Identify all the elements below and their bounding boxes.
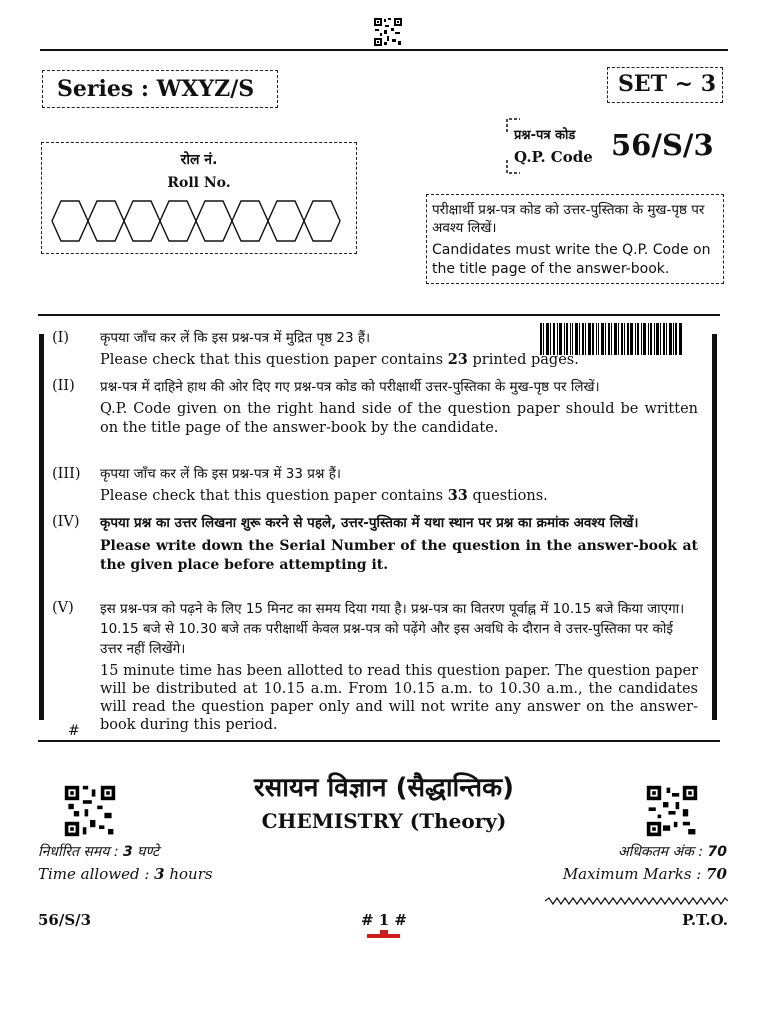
instruction-number: (IV) xyxy=(52,514,80,530)
instruction-hindi: इस प्रश्न-पत्र को पढ़ने के लिए 15 मिनट का समय दिया गया है। प्रश्न-पत्र का वितरण पूर्वाह्न में 10.15 बजे किया जाएगा। 10.15 बजे से 10.30 बजे तक परीक्षार्थी केवल प्रश्न-पत्र को पढ़ेंगे और इस अवधि के दौरान वे उत्तर-पुस्तिका पर कोई उत्तर नहीं लिखेंगे। xyxy=(100,601,685,657)
instruction-5 xyxy=(52,599,698,734)
instruction-number: (V) xyxy=(52,600,74,616)
series-label: Series : WXYZ/S xyxy=(57,76,255,102)
qp-code-value: 56/S/3 xyxy=(611,128,714,162)
instruction-hindi: कृपया जाँच कर लें कि इस प्रश्न-पत्र में मुद्रित पृष्ठ 23 हैं। xyxy=(100,330,371,346)
subject-title-english: CHEMISTRY (Theory) xyxy=(261,809,507,833)
qp-code-label: Q.P. Code xyxy=(514,148,593,166)
instruction-english: Please write down the Serial Number of the question in the answer-book at the given place before attempting it. xyxy=(100,538,698,573)
instruction-hindi: प्रश्न-पत्र में दाहिने हाथ की ओर दिए गए प्रश्न-पत्र कोड को परीक्षार्थी उत्तर-पुस्तिका के मुख-पृष्ठ पर लिखें। xyxy=(100,379,600,395)
candidate-note-english: Candidates must write the Q.P. Code on the title page of the answer-book. xyxy=(432,242,711,277)
instruction-hindi: कृपया प्रश्न का उत्तर लिखना शुरू करने से पहले, उत्तर-पुस्तिका में यथा स्थान पर प्रश्न का क्रमांक अवश्य लिखें। xyxy=(100,515,639,531)
instruction-english: Please check that this question paper contains 23 printed pages. xyxy=(100,350,579,368)
top-rule xyxy=(40,49,728,51)
instruction-hindi: कृपया जाँच कर लें कि इस प्रश्न-पत्र में 33 प्रश्न हैं। xyxy=(100,466,342,482)
candidate-note-hindi: परीक्षार्थी प्रश्न-पत्र कोड को उत्तर-पुस्तिका के मुख-पृष्ठ पर अवश्य लिखें। xyxy=(432,202,705,236)
footer-page-number: # 1 # xyxy=(360,911,408,929)
instruction-number: (I) xyxy=(52,330,70,346)
instruction-english: Q.P. Code given on the right hand side of the question paper should be written on the title page of the answer-book by the candidate. xyxy=(100,401,698,436)
instruction-3 xyxy=(52,465,698,505)
right-margin-bar xyxy=(712,334,717,720)
candidate-note-box xyxy=(426,194,724,284)
instruction-number: (II) xyxy=(52,378,75,394)
rule-above-instructions xyxy=(38,314,720,316)
hash-mark: # xyxy=(68,723,80,739)
footer-paper-code: 56/S/3 xyxy=(38,911,92,929)
roll-number-box xyxy=(41,142,357,254)
set-label: SET ~ 3 xyxy=(618,71,717,97)
maximum-marks: Maximum Marks : 70 xyxy=(562,865,727,883)
rule-below-instructions xyxy=(38,740,720,742)
instruction-2 xyxy=(52,377,698,437)
footer-pto: P.T.O. xyxy=(682,911,728,929)
roll-no-hindi: रोल नं. xyxy=(180,152,218,168)
qp-code-label-hindi: प्रश्न-पत्र कोड xyxy=(514,128,576,143)
roll-number-hexagon-cells[interactable] xyxy=(50,198,350,244)
instruction-number: (III) xyxy=(52,466,81,482)
series-box xyxy=(42,70,278,108)
qr-code-top xyxy=(373,17,403,47)
time-allowed-hindi: निर्धारित समय : 3 घण्टे xyxy=(38,844,160,860)
maximum-marks-hindi: अधिकतम अंक : 70 xyxy=(617,844,727,860)
wavy-divider xyxy=(545,896,728,906)
instruction-1 xyxy=(52,329,698,369)
instruction-english: 15 minute time has been allotted to read this question paper. The question paper will be distributed at 10.15 a.m. From 10.15 a.m. to 10.30 a.m., the candidates will read the question paper only and will not write any answer on the answer-book during this period. xyxy=(100,663,698,733)
left-margin-bar xyxy=(39,334,44,720)
set-box xyxy=(607,67,723,103)
roll-no-label: Roll No. xyxy=(167,175,231,191)
time-allowed: Time allowed : 3 hours xyxy=(38,865,213,883)
instruction-english: Please check that this question paper contains 33 questions. xyxy=(100,486,548,504)
page-marker-red-tab xyxy=(380,930,388,938)
instruction-4 xyxy=(52,513,698,574)
subject-title-hindi: रसायन विज्ञान (सैद्धान्तिक) xyxy=(254,773,514,803)
qp-code-block xyxy=(506,118,726,174)
